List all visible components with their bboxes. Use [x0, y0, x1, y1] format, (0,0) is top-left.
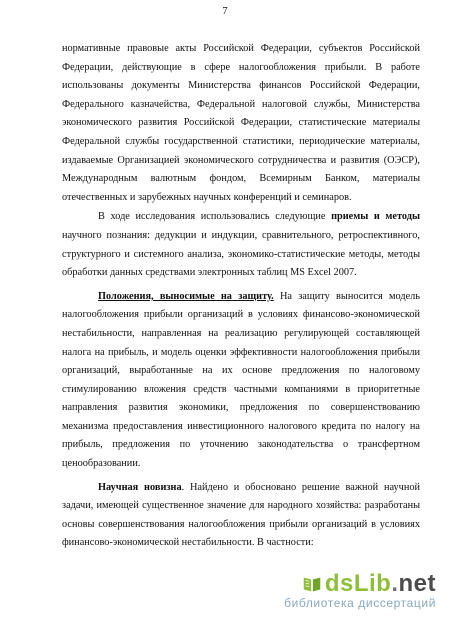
logo-lib: Lib — [353, 570, 392, 597]
book-icon — [301, 573, 323, 595]
novelty-heading: Научная новизна — [98, 481, 182, 493]
logo-dot: . — [391, 570, 399, 597]
paragraph-sources: нормативные правовые акты Российской Федерации, субъектов Российской Федерации, действующие в сфере налогообложения прибыли. В работе использованы документы Министерства финансов Российской Федерации, Федерального казначейства, Федеральной налоговой службы, Министерства экономического развития Российской Федерации, статистические материалы Федеральной службы государственной статистики, периодические материалы, издаваемые Организацией экономического сотрудничества и развития (ОЭСР), Международным валютным фондом, Всемирным Банком, материалы отечественных и зарубежных научных конференций и семинаров. — [62, 43, 420, 203]
novelty-text: . Найдено и обосновано решение важной научной задачи, имеющей существенное значение для народного хозяйства: разработаны основы совершенствования налогообложения прибыли организаций в условиях финансово-экономической нестабильности. В частности: — [62, 481, 421, 549]
watermark-subtitle: библиотека диссертаций — [284, 596, 436, 610]
dslib-logo — [284, 570, 436, 598]
defense-text: На защиту выносится модель налогообложения прибыли организаций в условиях финансово-экономической нестабильности, направленная на реализацию регулирующей составляющей налога на прибыль, и модель оценки эффективности налогообложения прибыли организаций, выработанные на их основе предложения по налоговому стимулированию вложения средств частными компаниями в приоритетные направления развития экономики, предложения по совершенствованию механизма предоставления инвестиционного налогового кредита по налогу на прибыль, предложения по уточнению законодательства о трансфертном ценообразовании. — [62, 290, 420, 470]
methods-text-before: В ходе исследования использовались следующие — [98, 211, 332, 223]
document-body — [62, 40, 420, 553]
logo-ds: ds — [324, 570, 354, 597]
logo-net: net — [398, 570, 436, 597]
paragraph-methods — [62, 208, 420, 282]
defense-heading: Положения, выносимые на защиту. — [98, 290, 274, 302]
dslib-watermark — [284, 570, 436, 610]
paragraph-novelty — [62, 479, 420, 553]
methods-text-after: научного познания: дедукции и индукции, сравнительного, ретроспективного, структурного и системного анализа, экономико-статистические методы, методы обработки данных средствами электронных таблиц MS Excel 2007. — [62, 229, 420, 279]
page-number: 7 — [222, 6, 228, 17]
methods-bold: приемы и методы — [331, 211, 421, 223]
paragraph-defense — [62, 288, 420, 474]
